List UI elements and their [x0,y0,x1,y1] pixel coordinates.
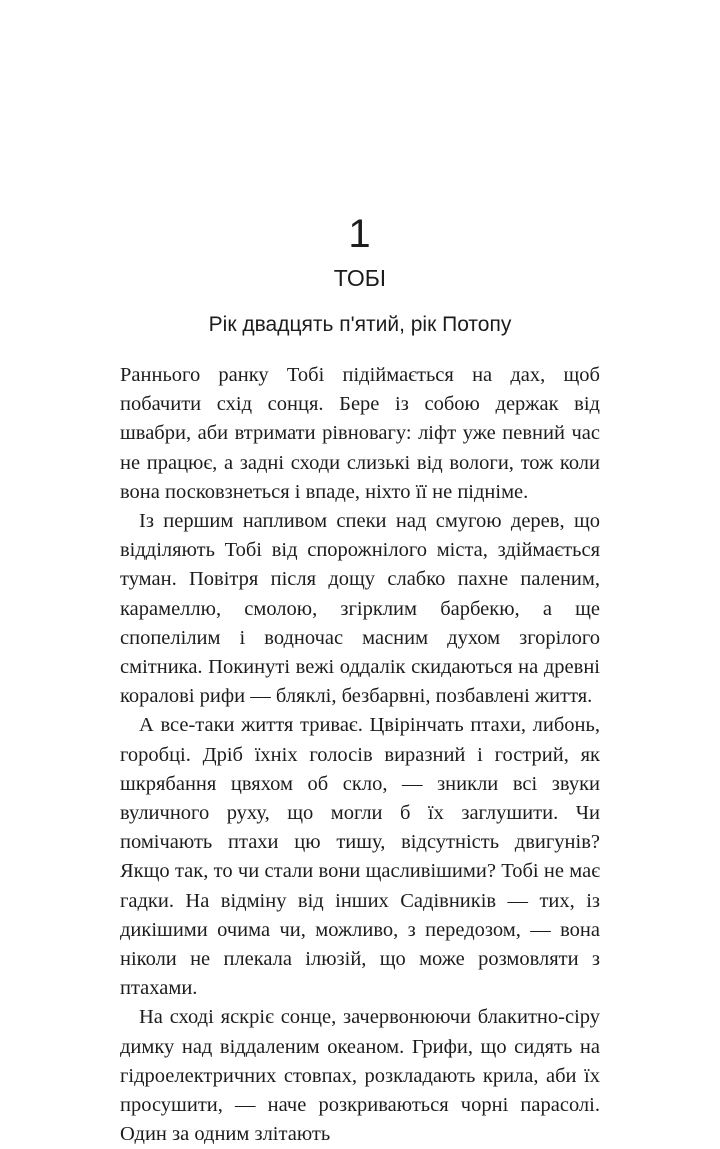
paragraph: Раннього ранку Тобі підіймається на дах, щоб побачити схід сонця. Бере із собою держак від швабри, аби втримати рівновагу: ліфт уже певний час не працює, а задні сходи слизькі від вологи, тож коли вона посковзнеться і впаде, ніхто її не підніме. [120,364,600,503]
chapter-number: 1 [348,212,372,256]
chapter-subtitle: Рік двадцять п'ятий, рік Потопу [208,313,512,336]
body-text [120,361,600,1149]
paragraph: А все-таки життя триває. Цвірінчать птахи, либонь, горобці. Дріб їхніх голосів виразний і гострий, як шкрябання цвяхом об скло, — зникли всі звуки вуличного руху, що могли б їх заглушити. Чи помічають птахи цю тишу, відсутність двигунів? Якщо так, то чи стали вони щасливішими? Тобі не має гадки. На відміну від інших Садівників — тих, із дикішими очима чи, можливо, з передозом, — вона ніколи не плекала ілюзій, що може розмовляти з птахами. [120,714,600,1000]
paragraph: На сході яскріє сонце, зачервонюючи блакитно-сіру димку над віддаленим океаном. Грифи, що сидять на гідроелектричних стовпах, розкладають крила, аби їх просушити, — наче розкриваються чорні парасолі. Один за одним злітають [120,1006,600,1146]
paragraph: Із першим напливом спеки над смугою дерев, що відділяють Тобі від спорожнілого міста, здіймається туман. Повітря після дощу слабко пахне паленим, карамеллю, смолою, згірклим барбекю, а ще спопелілим і водночас масним духом згорілого смітника. Покинуті вежі оддалік скидаються на древні коралові рифи — бляклі, безбарвні, позбавлені життя. [120,510,600,708]
chapter-title: ТОБІ [333,265,387,291]
